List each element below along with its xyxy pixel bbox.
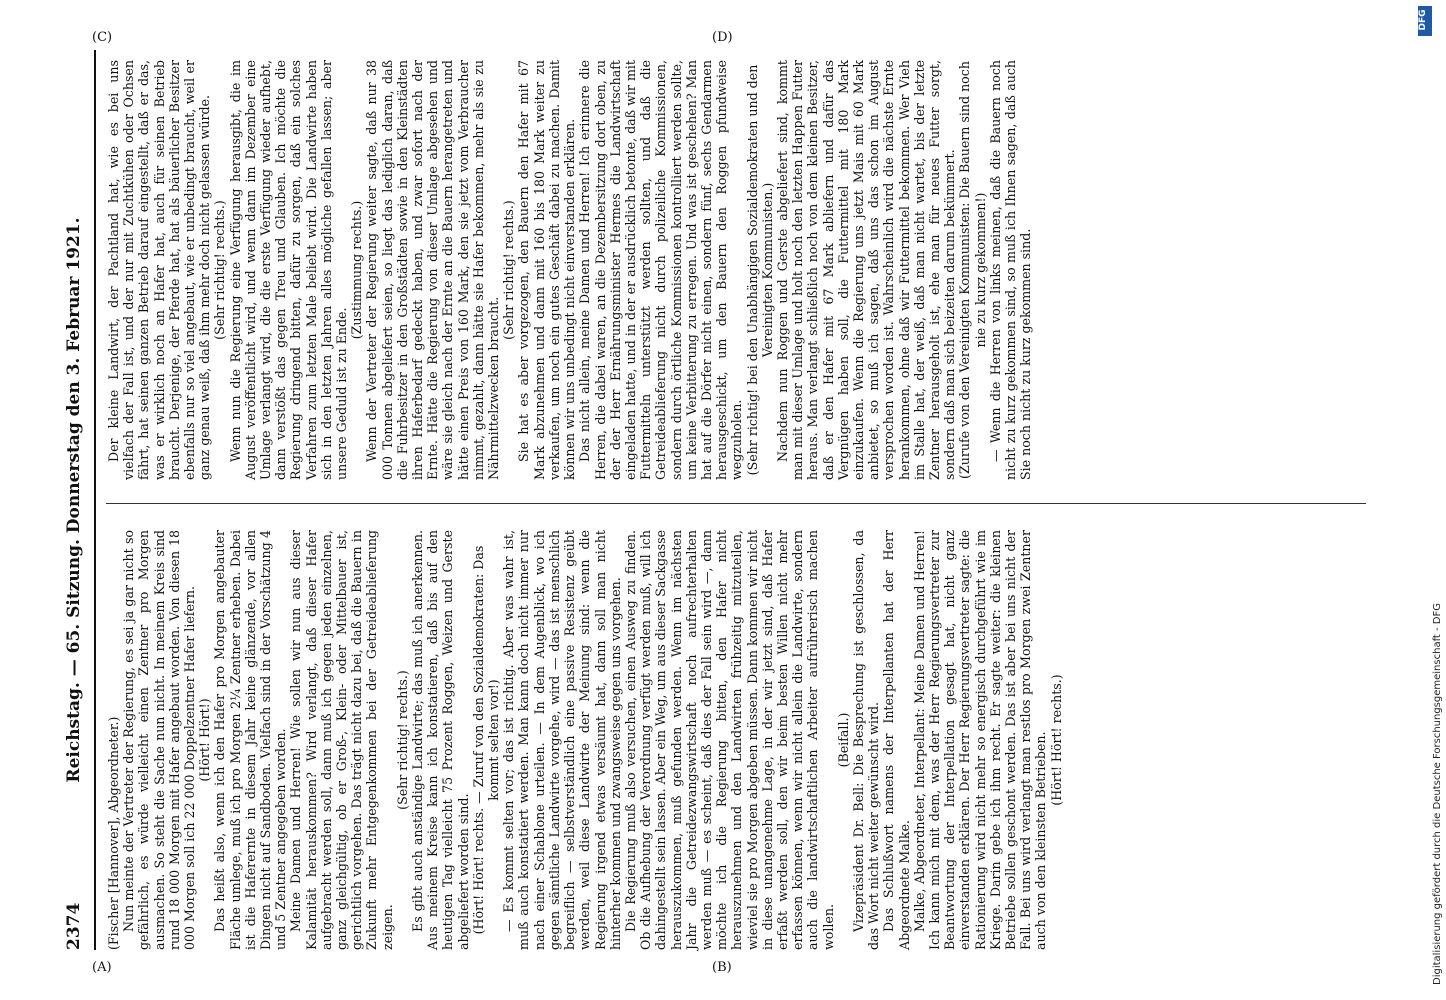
paragraph: Nun meinte der Vertreter der Regierung, es sei ja gar nicht so gefährlich, es würde vielleicht einen Zentner pro Morgen ausmachen. So steht die Sache nun nicht. In meinem Kreis sind rund 18 000 Morgen mit Hafer angebaut worden. Von diesen 18 000 Morgen soll ich 22 000 Doppelzentner Hafer liefern. bbox=[121, 530, 198, 950]
paragraph: Malke, Abgeordneter, Interpellant: Meine Damen und Herren! Ich kann mich mit dem, was der Herr Regierungsvertreter zur Beantwortung der Interpellation gesagt hat, nicht ganz einverstanden erklären. Der Herr Regierungsvertreter sagte: die Rationierung wird nicht mehr so energisch durchgeführt wie im Kriege. Darin gebe ich ihm recht. Er sagte weiter: die kleinen Betriebe sollen geschont werden. Das ist aber bei uns nicht der Fall. Bei uns wird verlangt man restlos pro Morgen zwei Zentner auch von den kleinsten Betrieben. bbox=[911, 530, 1049, 950]
margin-marker-d: (D) bbox=[712, 30, 733, 45]
paragraph: Wenn nun die Regierung eine Verfügung herausgibt, die im August veröffentlicht wird, und wenn dann im Dezember eine Umlage verlangt wird, die die erste Verfügung wieder aufhebt, dann verstößt das gegen Treu und Glauben. Ich möchte die Regierung dringend bitten, dafür zu sorgen, daß ein solches Verfahren zum letzten Male beliebt wird. Die Landwirte haben sich in den letzten Jahren alles mögliche gefallen lassen; aber unsere Geduld ist zu Ende. bbox=[227, 60, 350, 480]
paragraph: Vizepräsident Dr. Bell: Die Besprechung ist geschlossen, da das Wort nicht weiter gewünscht wird. bbox=[850, 530, 882, 950]
interjection: (Hört! Hört! rechts. — Zuruf von den Sozialdemokraten: Das kommt selten vor!) bbox=[470, 545, 502, 935]
column-divider bbox=[106, 503, 1366, 504]
paragraph: — Wenn die Herren von links meinen, daß die Bauern noch nicht zu kurz gekommen sind, so muß ich Ihnen sagen, daß auch Sie noch nicht zu kurz gekommen sind. bbox=[987, 60, 1034, 480]
interjection: (Beifall.) bbox=[835, 712, 851, 768]
margin-marker-c: (C) bbox=[92, 30, 113, 45]
interjection: (Sehr richtig! rechts.) bbox=[212, 200, 228, 340]
interjection: (Sehr richtig! rechts.) bbox=[394, 670, 410, 810]
interjection: (Zurufe von den Vereinigten Kommunisten: Die Bauern sind noch nie zu kurz gekommen!) bbox=[957, 61, 988, 479]
paragraph: Es gibt auch anständige Landwirte; das muß ich anerkennen. Aus meinem Kreise kann ich konstatieren, daß bis auf den heutigen Tag vielleicht 75 Prozent Roggen, Weizen und Gerste abgeliefert worden sind. bbox=[410, 530, 471, 950]
right-column bbox=[106, 60, 1366, 480]
dfg-logo bbox=[1418, 6, 1432, 36]
digitization-credit: Digitalisierung gefördert durch die Deutsche Forschungsgemeinschaft - DFG bbox=[1432, 602, 1443, 985]
paragraph: Nachdem nun Roggen und Gerste abgeliefert sind, kommt man mit dieser Umlage und holt noch den letzten Happen Futter heraus. Man verlangt schließlich noch von dem kleinen Besitzer, daß er den Hafer mit 67 Mark abliefern und dafür das Vergnügen haben soll, die Futtermittel mit 180 Mark einzukaufen. Wenn die Regierung uns jetzt Mais mit 60 Mark anbietet, so muß ich sagen, daß uns das schon im August versprochen worden ist. Wahrscheinlich wird die nächste Ernte herankommen, ohne daß wir Futtermittel bekommen. Wer Vieh im Stalle hat, der weiß, daß man nicht wartet, bis der letzte Zentner herausgeholt ist, ehe man für neues Futter sorgt, sondern daß man sich beizeiten darum bekümmert. bbox=[774, 60, 958, 480]
margin-marker-a: (A) bbox=[92, 960, 112, 975]
speaker-line: (Fischer [Hannover], Abgeordneter.) bbox=[106, 716, 121, 950]
interjection: (Hört! Hört! rechts.) bbox=[1048, 674, 1064, 806]
paragraph: Meine Damen und Herren! Wie sollen wir nun aus dieser Kalamität herauskommen? Wird verlangt, daß dieser Hafer aufgebracht werden soll, dann muß ich gegen jeden einzelnen, ganz gleichgültig, ob er Groß-, Klein- oder Mittelbauer ist, gerichtlich vorgehen. Das trägt nicht dazu bei, daß die Bauern in Zukunft mehr Entgegenkommen bei der Getreideablieferung zeigen. bbox=[288, 530, 395, 950]
interjection: (Sehr richtig! rechts.) bbox=[501, 200, 517, 340]
paragraph: Sie hat es aber vorgezogen, den Bauern den Hafer mit 67 Mark abzunehmen und dann mit 160 bis 180 Mark weiter zu verkaufen, um noch ein gutes Geschäft dabei zu machen. Damit können wir uns unbedingt nicht einverstanden erklären. bbox=[516, 60, 578, 480]
left-column bbox=[106, 530, 1366, 950]
dfg-logo-text: DFG bbox=[1418, 9, 1428, 31]
paragraph: Der kleine Landwirt, der Pachtland hat, wie es bei uns vielfach der Fall ist, und der nur mit Zuchtkühen oder Ochsen fährt, hat seinen ganzen Betrieb darauf eingestellt, daß er das, was er wirklich noch an Hafer hat, auch für seinen Betrieb braucht. Derjenige, der Pferde hat, hat als bäuerlicher Besitzer ebenfalls nur so viel angebaut, wie er unbedingt braucht, weil er ganz genau weiß, daß ihm mehr doch nicht gelassen würde. bbox=[106, 60, 213, 480]
paragraph: — Es kommt selten vor; das ist richtig. Aber was wahr ist, muß auch konstatiert werden. Man kann doch nicht immer nur nach einer Schablone urteilen. — In dem Augenblick, wo ich gegen sämtliche Landwirte vorgehe, wird — das ist menschlich begreiflich — selbstverständlich eine passive Resistenz geübt werden, weil diese Landwirte der Meinung sind: wenn die Regierung irgend etwas versäumt hat, dann soll man nicht hinterher kommen und zwangsweise gegen uns vorgehen. bbox=[501, 530, 623, 950]
margin-marker-b: (B) bbox=[712, 960, 732, 975]
running-title: Reichstag. — 65. Sitzung. Donnerstag den 3. Februar 1921. bbox=[64, 217, 84, 783]
paragraph: Das Schlußwort namens der Interpellanten hat der Herr Abgeordnete Malke. bbox=[881, 530, 912, 950]
interjection: (Hört! Hört!) bbox=[197, 698, 213, 782]
paragraph: Das nicht allein, meine Damen und Herren! Ich erinnere die Herren, die dabei waren, an die Dezembersitzung dort oben, zu der der Herr Ernährungsminister Hermes die Landwirtschaft eingeladen hatte, und in der er ausdrücklich betonte, daß wir mit Futtermitteln unterstützt werden sollten, und daß die Getreideablieferung nicht durch polizeiliche Kommissionen, sondern durch örtliche Kommissionen kontrolliert werden sollte, um keine Verbitterung zu erregen. Und was ist geschehen? Man hat auf die Dörfer nicht einen, sondern fünf, sechs Gendarmen herausgeschickt, um den Bauern den Roggen pfundweise wegzuholen. bbox=[577, 60, 745, 480]
interjection: (Zustimmung rechts.) bbox=[349, 200, 365, 340]
interjection: (Sehr richtig! bei den Unabhängigen Sozialdemokraten und den Vereinigten Kommunisten.) bbox=[744, 64, 775, 476]
page-number: 2374 bbox=[64, 902, 84, 950]
paragraph: Die Regierung muß also versuchen, einen Ausweg zu finden. Ob die Aufhebung der Verordnung verfügt werden muß, will ich dahingestellt sein lassen. Aber ein Weg, um aus dieser Sackgasse herauszukommen, muß gefunden werden. Wenn im nächsten Jahr die Getreidezwangswirtschaft noch aufrechterhalten werden muß — es scheint, daß dies der Fall sein wird —, dann möchte ich die Regierung bitten, den Hafer nicht herauszunehmen und den Landwirten frühzeitig mitzuteilen, wieviel sie pro Morgen abgeben müssen. Dann kommen wir nicht in diese unangenehme Lage, in der wir jetzt sind, daß Hafer erfaßt werden soll, den wir beim besten Willen nicht mehr erfassen können, wenn wir nicht allein die Landwirte, sondern auch die landwirtschaftlichen Arbeiter aufrührerisch machen wollen. bbox=[622, 530, 836, 950]
page-header bbox=[60, 50, 96, 950]
paragraph: Wenn der Vertreter der Regierung weiter sagte, daß nur 38 000 Tonnen abgeliefert seien, so liegt das lediglich daran, daß die Fuhrbesitzer in den Großstädten sowie in den Kleinstädten ihren Haferbedarf gedeckt haben, und zwar sofort nach der Ernte. Hätte die Regierung von dieser Umlage abgesehen und wäre sie gleich nach der Ernte an die Bauern herangetreten und hätte einen Preis von 160 Mark, den sie jetzt vom Verbraucher nimmt, gezahlt, dann hätte sie Hafer bekommen, mehr als sie zu Nährmittelzwecken braucht. bbox=[364, 60, 502, 480]
rotated-document-body bbox=[60, 50, 1380, 950]
paragraph: Das heißt also, wenn ich den Hafer pro Morgen angebauter Fläche umlege, muß ich pro Morgen 2¼ Zentner erheben. Dabei ist die Haferernte in diesem Jahr keine glänzende, vor allen Dingen nicht auf Sandboden. Vielfach sind in der Vorschätzung 4 und 5 Zentner angegeben worden. bbox=[212, 530, 289, 950]
